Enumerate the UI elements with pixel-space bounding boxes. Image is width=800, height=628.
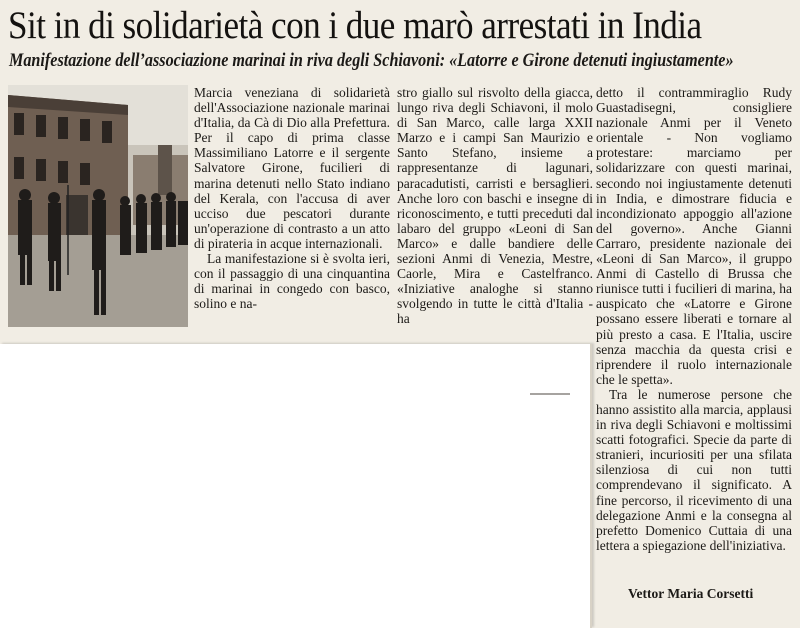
paragraph: Tra le numerose persone che hanno assistito alla marcia, applausi in riva degli Schiavoni e moltissimi scatti fotografici. Specie da parte di stranieri, incuriositi per una sfilata silenziosa di cui non tutti comprendevano il significato. A fine percorso, il ricevimento di una delegazione Anmi e la consegna al prefetto Domenico Cuttaia di una lettera a spiegazione dell'iniziativa. bbox=[596, 386, 792, 553]
paragraph: La manifestazione si è svolta ieri, con il passaggio di una cinquantina di marinai in congedo con basco, solino e na- bbox=[194, 251, 390, 312]
paragraph: Marcia veneziana di solidarietà dell'Associazione nazionale marinai d'Italia, da Cà di Dio alla Prefettura. Per il capo di prima classe Massimiliano Latorre e il sergente Salvatore Girone, fucilieri di marina detenuti nello Stato indiano del Kerala, con l'accusa di aver ucciso due pescatori durante un'operazione di contrasto a un atto di pirateria in acque internazionali. bbox=[194, 85, 390, 251]
paper-edge bbox=[590, 344, 592, 628]
pen-mark bbox=[530, 393, 570, 395]
paragraph: detto il contrammiraglio Rudy Guastadisegni, consigliere nazionale Anmi per il Veneto orientale - Non vogliamo protestare: marciamo per solidarizzare con questi marinai, secondo noi ingiustamente detenuti in India, e dimostrare fiducia e incondizionato appoggio all'azione del governo». Anche Gianni Carraro, presidente nazionale dei «Leoni di San Marco», il gruppo Anmi di Castello di Brussa che riunisce tutti i fucilieri di marina, ha auspicato che «Latorre e Girone possano essere liberati e tornare al più presto a casa. E l'Italia, uscire senza macchia da questa crisi e riprendere il ruolo internazionale che le spetta». bbox=[596, 85, 792, 387]
marching-sailors-photo bbox=[8, 85, 188, 327]
article-photo bbox=[8, 85, 188, 327]
subheadline: Manifestazione dell’associazione marinai in riva degli Schiavoni: «Latorre e Girone detenuti ingiustamente» bbox=[9, 50, 734, 71]
headline: Sit in di solidarietà con i due marò arrestati in India bbox=[8, 4, 702, 47]
article-column-1 bbox=[194, 85, 390, 311]
author-byline: Vettor Maria Corsetti bbox=[628, 586, 754, 601]
paragraph: stro giallo sul risvolto della giacca, lungo riva degli Schiavoni, il molo di San Marco, calle larga XXII Marzo e i campi San Maurizio e Santo Stefano, insieme a rappresentanze di lagunari, paracadutisti, carristi e bersaglieri. Anche loro con baschi e insegne di riconoscimento, e tutti preceduti dal labaro del gruppo «Leoni di San Marco» e dalle bandiere delle sezioni Anmi di Venezia, Mestre, Caorle, Mira e Castelfranco. «Iniziative analoghe si stanno svolgendo in tutte le città d'Italia - ha bbox=[397, 85, 593, 327]
article-column-2 bbox=[397, 85, 593, 327]
article-column-3 bbox=[596, 85, 792, 553]
torn-blank-area bbox=[0, 344, 592, 628]
